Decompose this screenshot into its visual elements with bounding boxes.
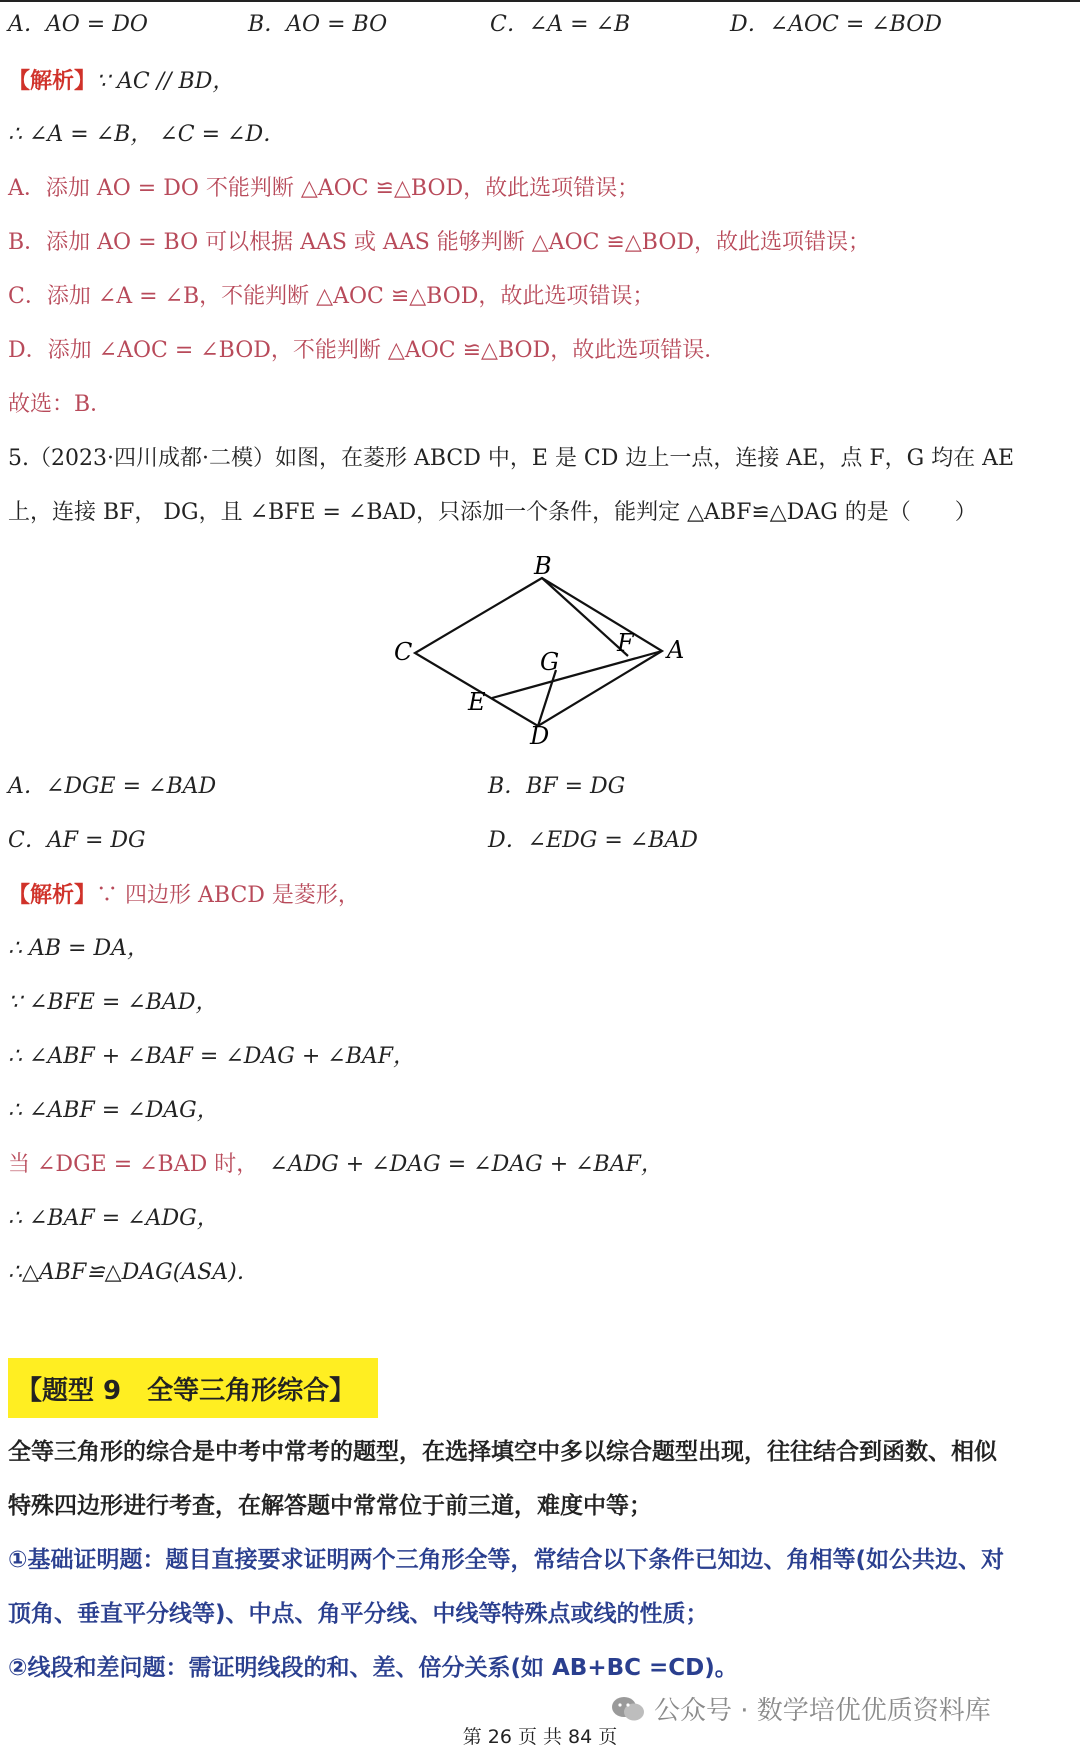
section-paragraph-3: ①基础证明题：题目直接要求证明两个三角形全等，常结合以下条件已知边、角相等(如公共边、对	[8, 1547, 1004, 1573]
prev-solution-line-5: C．添加 ∠A = ∠B，不能判断 △AOC ≌△BOD，故此选项错误；	[8, 284, 655, 309]
prev-option-d: D．∠AOC = ∠BOD	[730, 12, 942, 37]
solution-5-line-3: ∵ ∠BFE = ∠BAD，	[8, 990, 218, 1015]
figure-label-d: D	[530, 722, 550, 748]
solution-5-text-1: ∵ 四边形 ABCD 是菱形，	[96, 883, 360, 908]
solution-5-text-6b: ∠ADG + ∠DAG = ∠DAG + ∠BAF，	[269, 1152, 663, 1177]
prev-solution-line-6: D．添加 ∠AOC = ∠BOD，不能判断 △AOC ≌△BOD，故此选项错误．	[8, 338, 727, 363]
option-a: A．∠DGE = ∠BAD	[8, 774, 217, 799]
prev-option-b: B．AO = BO	[248, 12, 388, 37]
solution-5-line-7: ∴ ∠BAF = ∠ADG，	[8, 1206, 219, 1231]
watermark-text: 公众号 · 数学培优优质资料库	[654, 1696, 991, 1726]
prev-option-a: A．AO = DO	[8, 12, 148, 37]
solution-5-line-2: ∴ AB = DA，	[8, 936, 149, 961]
section-paragraph-5: ②线段和差问题：需证明线段的和、差、倍分关系(如 AB+BC =CD)。	[8, 1655, 738, 1681]
figure-label-g: G	[540, 648, 560, 676]
solution-5-tag: 【解析】	[8, 882, 97, 908]
section-paragraph-2: 特殊四边形进行考查，在解答题中常常位于前三道，难度中等；	[8, 1493, 652, 1519]
rhombus-figure	[380, 548, 700, 748]
prev-solution-line-1	[8, 66, 234, 97]
page-footer: 第 26 页 共 84 页	[462, 1726, 618, 1748]
section-paragraph-1: 全等三角形的综合是中考中常考的题型，在选择填空中多以综合题型出现，往往结合到函数、相似	[8, 1439, 997, 1465]
solution-5-line-5: ∴ ∠ABF = ∠DAG，	[8, 1098, 219, 1123]
figure-label-e: E	[468, 688, 486, 716]
option-c: C．AF = DG	[8, 828, 146, 853]
section-heading: 【题型 9 全等三角形综合】	[8, 1358, 378, 1418]
solution-5-line-4: ∴ ∠ABF + ∠BAF = ∠DAG + ∠BAF，	[8, 1044, 416, 1069]
solution-5-text-6a: 当 ∠DGE = ∠BAD 时，	[8, 1152, 248, 1177]
question-5-line-2: 上，连接 BF， DG，且 ∠BFE = ∠BAD，只添加一个条件，能判定 △ABF≌△DAG 的是（ ）	[8, 500, 977, 525]
option-b: B．BF = DG	[488, 774, 626, 799]
prev-solution-line-7: 故选：B．	[8, 392, 113, 417]
figure-label-c: C	[394, 638, 413, 666]
solution-5-line-8: ∴△ABF≌△DAG(ASA)．	[8, 1260, 259, 1285]
question-5-line-1: 5.（2023·四川成都·二模）如图，在菱形 ABCD 中，E 是 CD 边上一点，连接 AE，点 F，G 均在 AE	[8, 446, 1015, 471]
solution-5-line-1	[8, 880, 360, 911]
wechat-icon	[610, 1695, 646, 1723]
top-rule	[0, 0, 1080, 2]
prev-solution-line-4: B．添加 AO = BO 可以根据 AAS 或 AAS 能够判断 △AOC ≌△BOD，故此选项错误；	[8, 230, 871, 255]
prev-solution-line-3: A．添加 AO = DO 不能判断 △AOC ≌△BOD，故此选项错误；	[8, 176, 640, 201]
figure-label-f: F	[617, 629, 634, 657]
figure-label-a: A	[667, 636, 685, 664]
prev-solution-tag: 【解析】	[8, 68, 97, 94]
prev-solution-text-1: ∵ AC // BD，	[96, 69, 235, 94]
figure-label-b: B	[534, 552, 552, 580]
option-d: D．∠EDG = ∠BAD	[488, 828, 698, 853]
prev-option-c: C．∠A = ∠B	[490, 12, 631, 37]
prev-solution-line-2: ∴ ∠A = ∠B， ∠C = ∠D．	[8, 122, 286, 147]
solution-5-line-6	[8, 1150, 663, 1180]
section-paragraph-4: 顶角、垂直平分线等)、中点、角平分线、中线等特殊点或线的性质；	[8, 1601, 709, 1627]
